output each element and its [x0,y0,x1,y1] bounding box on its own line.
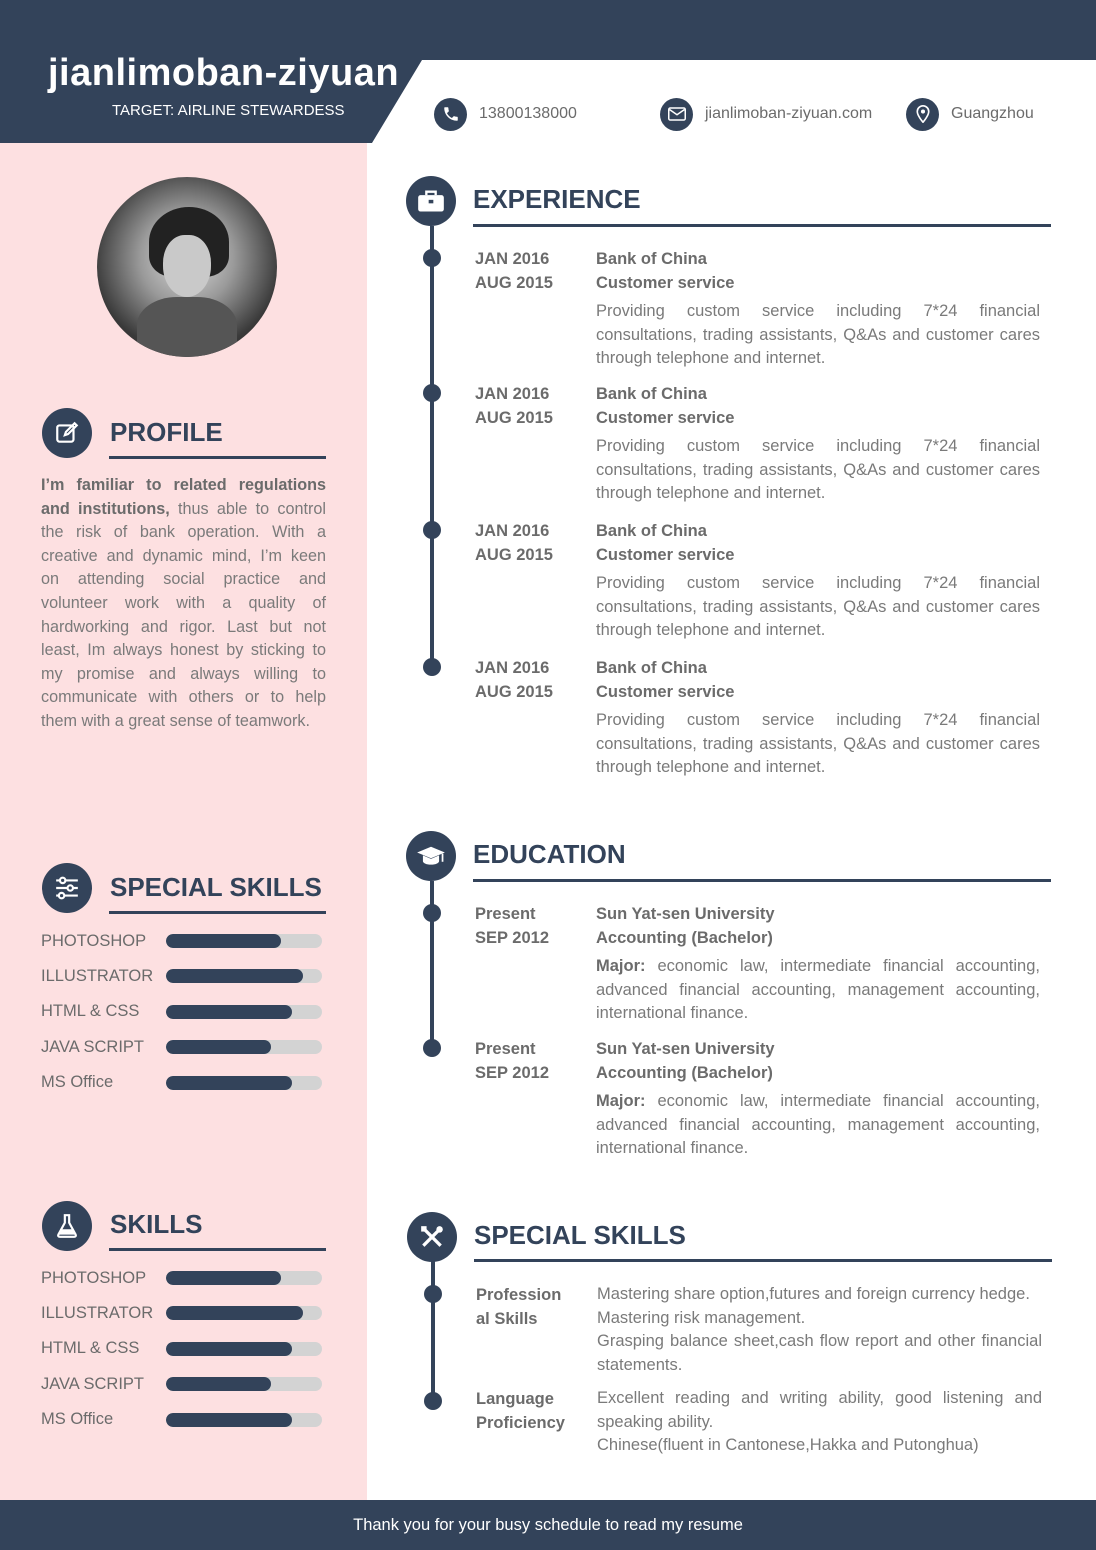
skill-bar-fill [166,969,303,983]
major-label: Major: [596,1092,646,1110]
skill-bar-fill [166,1413,292,1427]
company-name: Bank of China [596,250,707,268]
contact-location [906,97,1034,131]
date-start: AUG 2015 [475,683,553,701]
education-dates [475,1037,549,1085]
skill-bar-fill [166,1005,292,1019]
footer [0,1500,1096,1550]
skill-label: MS Office [41,1073,114,1092]
timeline-dot [423,521,441,539]
skills-heading: SKILLS [110,1209,203,1239]
candidate-name: jianlimoban-ziyuan [48,52,400,94]
skill-row [41,1071,326,1095]
skill-bar-fill [166,1342,292,1356]
skill-bar-track [166,1342,322,1356]
skill-bar-track [166,969,322,983]
skill-row [41,929,326,953]
experience-rule [473,224,1051,227]
contact-phone [434,97,577,131]
skills-rule [109,1248,326,1251]
skill-bar-track [166,934,322,948]
timeline-dot [424,1392,442,1410]
profile-text-rest: thus able to control the risk of bank operation. With a creative and dynamic mind, I’m keen on attending social practice and volunteer work with a quality of hardworking and rigor. Last but not least, Im always honest by sticking to my promise and always willing to communicate with others or to help them with a great sense of teamwork. [41,499,327,730]
graduation-cap-icon [406,831,456,881]
date-end: JAN 2016 [475,522,550,540]
experience-dates [475,247,553,295]
phone-number: 13800138000 [479,105,577,122]
skill-row [41,1301,326,1325]
job-role: Customer service [596,409,735,427]
profile-text [41,474,326,734]
degree-name: Accounting (Bachelor) [596,1064,773,1082]
footer-text: Thank you for your busy schedule to read my resume [353,1515,743,1534]
school-name: Sun Yat-sen University [596,905,775,923]
company-name: Bank of China [596,659,707,677]
timeline-dot [424,1285,442,1303]
edit-icon [42,408,92,458]
experience-header [596,382,735,430]
experience-description: Providing custom service including 7*24 financial consultations, trading assistants, Q&As and customer cares through telephone and internet. [596,574,1040,640]
skill-row [41,1337,326,1361]
job-role: Customer service [596,546,735,564]
skill-label: JAVA SCRIPT [41,1037,144,1056]
skill-bar-track [166,1377,322,1391]
email-icon [660,98,693,131]
special-skills-heading: SPECIAL SKILLS [110,872,322,902]
skill-bar-track [166,1271,322,1285]
skill-label: JAVA SCRIPT [41,1374,144,1393]
education-description [596,955,1040,1026]
tools-icon [407,1212,457,1262]
major-text: economic law, intermediate financial accounting, advanced financial accounting, management accounting, international finance. [596,957,1040,1023]
skill-bar-fill [166,1306,303,1320]
email-address: jianlimoban-ziyuan.com [705,105,873,122]
skill-bar-track [166,1306,322,1320]
language-label-line2: Proficiency [476,1414,565,1432]
date-end: Present [475,1040,536,1058]
language-proficiency-text: Excellent reading and writing ability, good listening and speaking ability. Chinese(fluent in Cantonese,Hakka and Putonghua) [597,1389,1042,1455]
skill-bar-track [166,1076,322,1090]
skill-label: ILLUSTRATOR [41,966,154,985]
skill-bar-track [166,1040,322,1054]
education-description [596,1090,1040,1161]
skill-bar-track [166,1005,322,1019]
profile-heading: PROFILE [110,417,223,447]
phone-icon [434,98,467,131]
date-start: SEP 2012 [475,929,550,947]
date-start: AUG 2015 [475,274,553,292]
skill-label: MS Office [41,1410,114,1429]
education-dates [475,902,549,950]
special-skills-timeline [431,1261,435,1401]
skill-row [41,1408,326,1432]
experience-dates [475,382,553,430]
date-end: JAN 2016 [475,659,550,677]
skill-bar-fill [166,1040,271,1054]
timeline-dot [423,658,441,676]
job-role: Customer service [596,683,735,701]
professional-label-line2: al Skills [476,1310,538,1328]
timeline-dot [423,904,441,922]
experience-dates [475,656,553,704]
date-end: Present [475,905,536,923]
experience-header [596,656,735,704]
target-position: TARGET: AIRLINE STEWARDESS [112,102,345,119]
school-name: Sun Yat-sen University [596,1040,775,1058]
timeline-dot [423,1039,441,1057]
profile-photo [97,177,277,357]
experience-header [596,247,735,295]
skill-bar-fill [166,1377,271,1391]
company-name: Bank of China [596,385,707,403]
education-header [596,902,775,950]
special-skills-rule [109,911,326,914]
company-name: Bank of China [596,522,707,540]
date-start: AUG 2015 [475,409,553,427]
skill-bar-track [166,1413,322,1427]
sliders-icon [42,863,92,913]
skill-bar-fill [166,1076,292,1090]
experience-description: Providing custom service including 7*24 financial consultations, trading assistants, Q&As and customer cares through telephone and internet. [596,302,1040,368]
language-label-line1: Language [476,1390,554,1408]
special-skills-right-rule [474,1259,1052,1262]
skill-row [41,1000,326,1024]
timeline-dot [423,384,441,402]
language-proficiency-label [476,1387,565,1435]
flask-icon [42,1201,92,1251]
contact-email [660,97,872,131]
education-header [596,1037,775,1085]
location-icon [906,98,939,131]
skill-label: HTML & CSS [41,1339,140,1358]
major-label: Major: [596,957,646,975]
skill-row [41,1035,326,1059]
experience-description: Providing custom service including 7*24 financial consultations, trading assistants, Q&As and customer cares through telephone and internet. [596,437,1040,503]
experience-timeline [430,226,434,672]
special-skills-right-heading: SPECIAL SKILLS [474,1220,686,1250]
degree-name: Accounting (Bachelor) [596,929,773,947]
date-start: AUG 2015 [475,546,553,564]
experience-dates [475,519,553,567]
major-text: economic law, intermediate financial accounting, advanced financial accounting, management accounting, international finance. [596,1092,1040,1158]
professional-skills-text: Mastering share option,futures and foreign currency hedge. Mastering risk management. Grasping balance sheet,cash flow report and other financial statements. [597,1285,1042,1374]
profile-rule [109,456,326,459]
skill-row [41,964,326,988]
professional-skills-label [476,1283,561,1331]
date-start: SEP 2012 [475,1064,550,1082]
education-rule [473,879,1051,882]
date-end: JAN 2016 [475,250,550,268]
skill-label: ILLUSTRATOR [41,1303,154,1322]
timeline-dot [423,249,441,267]
professional-label-line1: Profession [476,1286,562,1304]
briefcase-icon [406,176,456,226]
skill-label: PHOTOSHOP [41,931,147,950]
date-end: JAN 2016 [475,385,550,403]
experience-header [596,519,735,567]
experience-description: Providing custom service including 7*24 financial consultations, trading assistants, Q&As and customer cares through telephone and internet. [596,711,1040,777]
profile-text-bold: I’m familiar to related regulations and institutions, [41,476,326,518]
job-role: Customer service [596,274,735,292]
skill-bar-fill [166,934,281,948]
location-text: Guangzhou [951,105,1034,122]
skill-row [41,1266,326,1290]
skill-label: HTML & CSS [41,1002,140,1021]
skill-label: PHOTOSHOP [41,1268,147,1287]
education-heading: EDUCATION [473,839,626,869]
skill-bar-fill [166,1271,281,1285]
experience-heading: EXPERIENCE [473,184,641,214]
skill-row [41,1372,326,1396]
